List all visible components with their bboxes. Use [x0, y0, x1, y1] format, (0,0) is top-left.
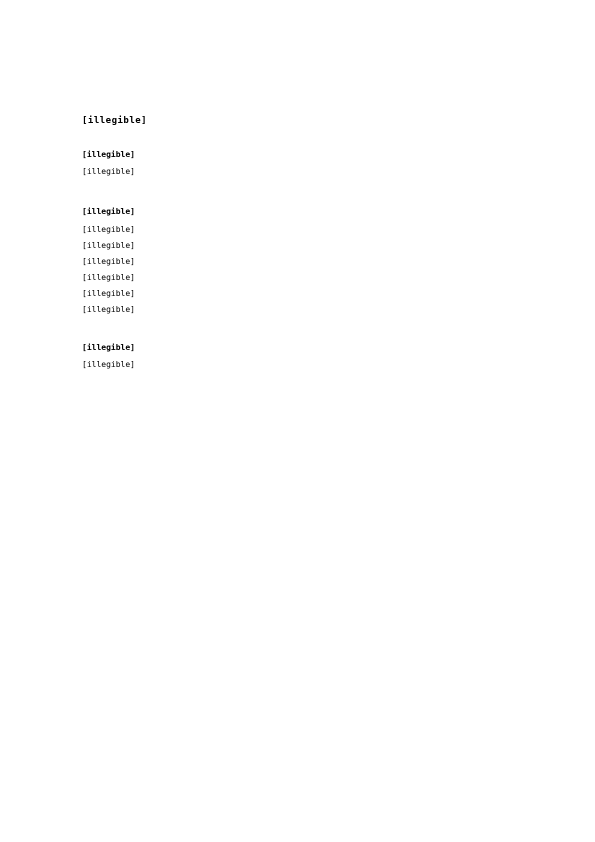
list-item: [illegible] — [82, 240, 135, 250]
section-list — [82, 206, 513, 318]
section-paragraph: [illegible] — [82, 167, 135, 176]
section-heading: [illegible] — [82, 342, 135, 352]
section-heading: [illegible] — [82, 206, 135, 216]
list-item: [illegible] — [82, 224, 135, 234]
list-item: [illegible] — [82, 304, 135, 314]
document-title: [illegible] — [82, 116, 148, 126]
section-body — [82, 342, 513, 373]
bullet-list — [82, 222, 513, 318]
list-item: [illegible] — [82, 288, 135, 298]
list-item: [illegible] — [82, 256, 135, 266]
list-item: [illegible] — [82, 272, 135, 282]
section-heading: [illegible] — [82, 150, 135, 159]
section-introduction — [82, 149, 513, 180]
section-paragraph: [illegible] — [82, 359, 135, 369]
